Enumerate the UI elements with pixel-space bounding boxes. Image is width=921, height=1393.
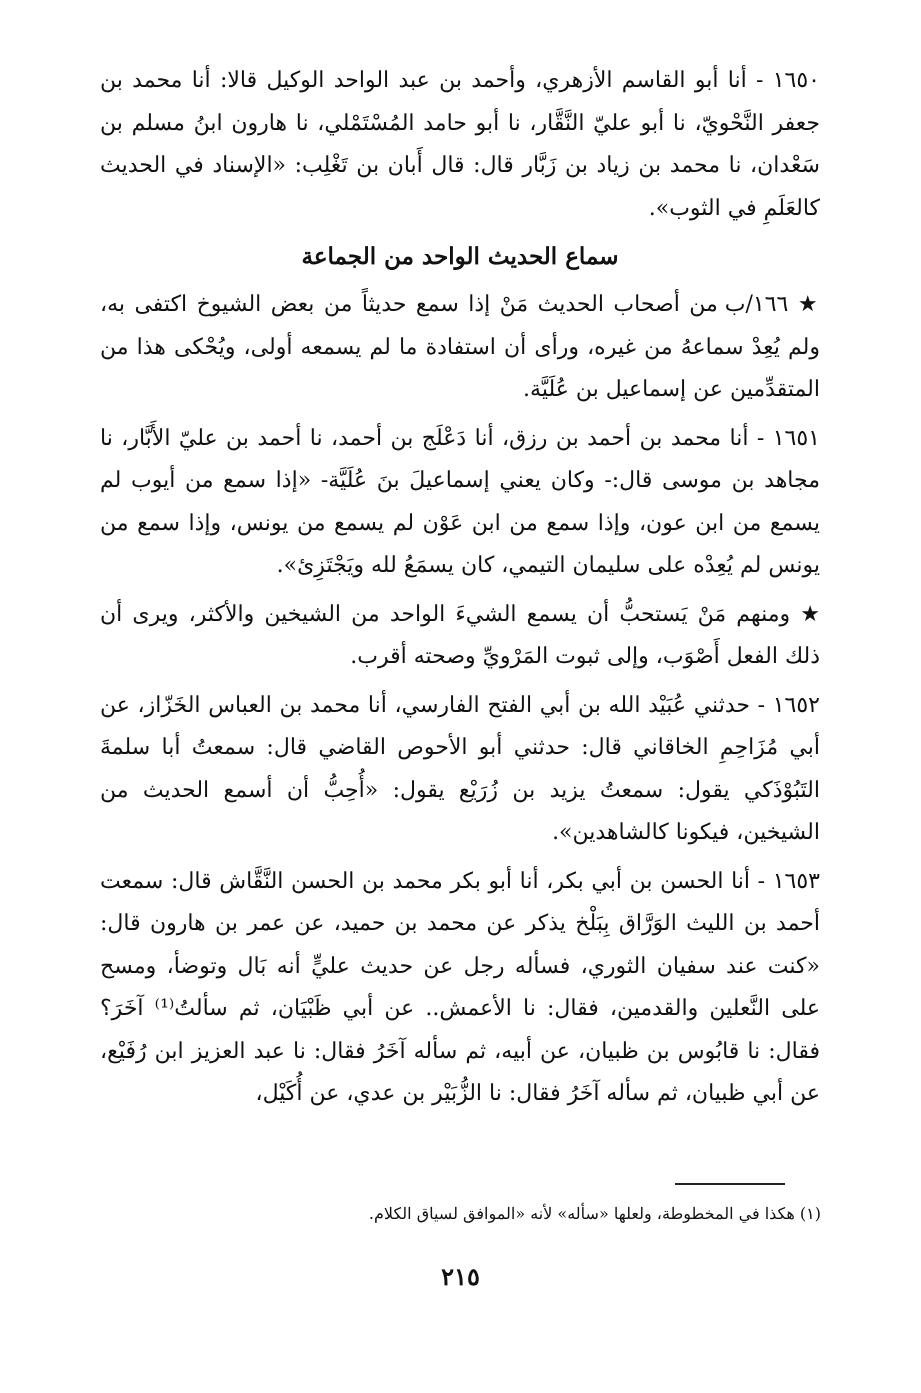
paragraph-intro-note: ★ ١٦٦/ب من أصحاب الحديث مَنْ إذا سمع حديثاً من بعض الشيوخ اكتفى به، ولم يُعِدْ سماعهُ من غيره، ورأى أن استفادة ما لم يسمعه أولى، ويُحْكى هذا من المتقدِّمين عن إسماعيل بن عُلَيَّة. xyxy=(100,292,821,402)
paragraph-1650: ١٦٥٠ - أنا أبو القاسم الأزهري، وأحمد بن عبد الواحد الوكيل قالا: أنا محمد بن جعفر النَّحْويّ، نا أبو عليّ النَّقَّار، نا أبو حامد المُسْتَمْلي، نا هارون ابنُ مسلم بن سَعْدان، نا محمد بن زياد بن زَبَّار قال: قال أَبان بن تَغْلِب: «الإسناد في الحديث كالعَلَمِ في الثوب». xyxy=(100,68,820,221)
paragraph-1653: ١٦٥٣ - أنا الحسن بن أبي بكر، أنا أبو بكر محمد بن الحسن النَّقَّاش قال: سمعت أحمد بن الليث الوَرَّاق بِبَلْخ يذكر عن محمد بن حميد، عن عمر بن هارون قال: «كنت عند سفيان الثوري، فسأله رجل عن حديث عليٍّ أنه بَال وتوضأ، ومسح على النَّعلين والقدمين، فقال: نا الأعمش.. عن أبي ظَبْيَان، ثم سألتُ⁽¹⁾ آخَرَ؟ فقال: نا قابُوس بن ظبيان، عن أبيه، ثم سأله آخَرُ فقال: نا عبد العزيز ابن رُفَيْع، عن أبي ظبيان، ثم سأله آخَرُ فقال: نا الزُّبَيْر بن عدي، عن أُكَيْل، xyxy=(100,868,820,1106)
paragraph-1652: ١٦٥٢ - حدثني عُبَيْد الله بن أبي الفتح الفارسي، أنا محمد بن العباس الخَزّاز، عن أبي مُزَاحِمِ الخاقاني قال: حدثني أبو الأحوص القاضي قال: سمعتُ أبا سلمةَ التَبُوْذَكي يقول: سمعتُ يزيد بن زُرَيْع يقول: «أُحِبُّ أن أسمع الحديث من الشيخين، فيكونا كالشاهدين». xyxy=(100,692,820,845)
page-body xyxy=(100,60,820,1122)
paragraph-second-note: ★ ومنهم مَنْ يَستحبُّ أن يسمع الشيءَ الواحد من الشيخين والأكثر، ويرى أن ذلك الفعل أَصْوَب، وإلى ثبوت المَرْويِّ وصحته أقرب. xyxy=(100,601,820,669)
page-number: ٢١٥ xyxy=(441,1262,480,1291)
footnote-divider xyxy=(675,1183,785,1185)
paragraph-1651: ١٦٥١ - أنا محمد بن أحمد بن رزق، أنا دَعْلَج بن أحمد، نا أحمد بن عليّ الأَبَّار، نا مجاهد بن موسى قال:- وكان يعني إسماعيلَ بنَ عُلَيَّة- «إذا سمع من أيوب لم يسمع من ابن عون، وإذا سمع من ابن عَوْن لم يسمع من يونس، وإذا سمع من يونس لم يُعِدْه على سليمان التيمي، كان يسمَعُ لله ويَجْتَزِئ». xyxy=(100,425,820,578)
section-heading: سماع الحديث الواحد من الجماعة xyxy=(301,243,619,270)
footnote: (١) هكذا في المخطوطة، ولعلها «سأله» لأنه «الموافق لسياق الكلام. xyxy=(368,1204,821,1223)
